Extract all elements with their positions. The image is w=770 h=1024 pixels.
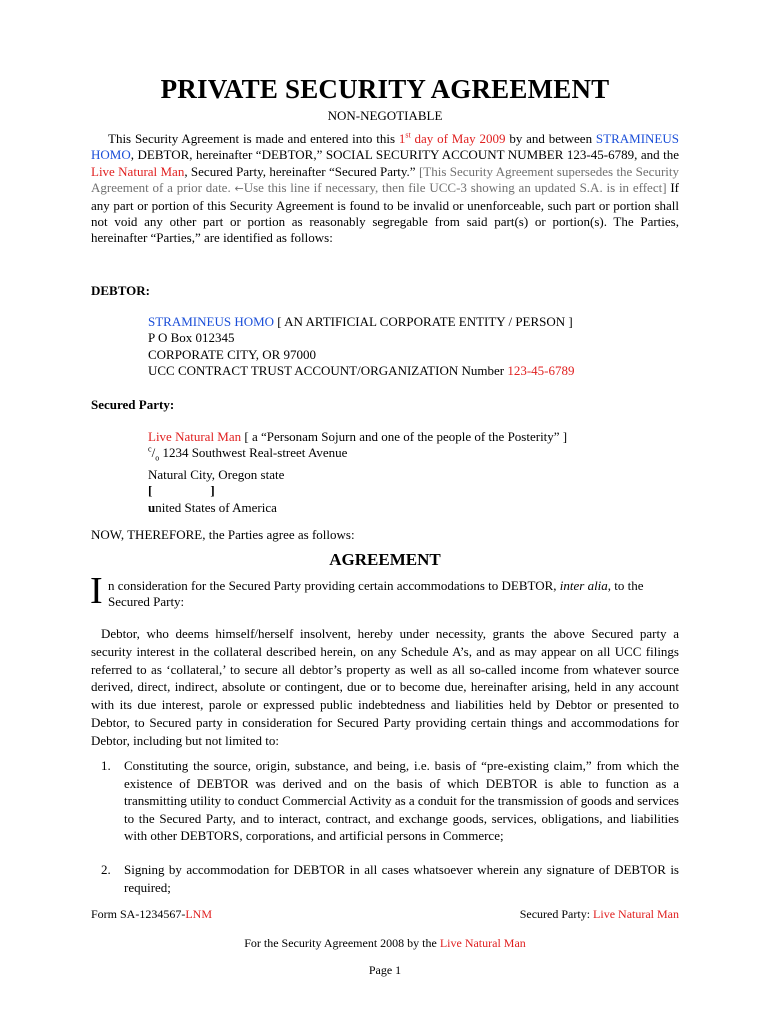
debtor-account-number: 123-45-6789 <box>507 362 575 378</box>
secured-party-zip-bracket: [ ] <box>148 483 215 499</box>
debtor-label: DEBTOR: <box>91 283 150 298</box>
page-number: Page 1 <box>368 963 402 977</box>
footer-secured-party: Secured Party: Live Natural Man <box>519 907 679 921</box>
intro-text-3: , DEBTOR, hereinafter “DEBTOR,” SOCIAL SECURITY ACCOUNT NUMBER 123-45-6789, and the <box>130 147 679 163</box>
list-item-text: Constituting the source, origin, substance, and being, i.e. basis of “pre-existing claim,” from which the existence of DEBTOR was derived and on the basis of which DEBTOR is able to function as a transmitting utility to conduct Commercial Activity as a conduit for the transmission of goods and services to the Secured Party, and to interact, contract, and exchange goods, services, obligations, and liabilities with other DEBTORS, corporations, and artificial persons in Commerce; <box>124 758 679 844</box>
intro-text-4: , Secured Party, hereinafter “Secured Party.” <box>184 163 419 179</box>
agreement-body: Debtor, who deems himself/herself insolvent, hereby under necessity, grants the above Secured party a security interest in the collateral described herein, on any Schedule A’s, and as may appear on all UCC filings referred to as ‘collateral,’ to secure all debtor’s property as well as all so-called income from whatever source derived, direct, indirect, absolute or contingent, due or to become due, hereinafter arising, held in any account with its due interest, parole or expressed public indebtedness and liabilities held by Debtor or presented to Debtor, to Secured party in consideration for Secured Party providing certain things and accommodations for Debtor, including but not limited to: <box>91 626 679 748</box>
supersede-note: [This Security Agreement supersedes the Security Agreement of a prior date. ←Use this line if necessary, then file UCC-3 showing an updated S.A. is in effect] <box>91 163 679 196</box>
intro-text-1: This Security Agreement is made and entered into this <box>108 131 399 146</box>
intro-debtor-name: STRAMINEUS HOMO <box>91 131 679 163</box>
list-item-number: 2. <box>101 862 111 877</box>
footer-center-note: For the Security Agreement 2008 by the Live Natural Man <box>244 936 526 950</box>
agreement-date: 1st day of May 2009 <box>398 130 506 146</box>
debtor-block <box>148 314 575 379</box>
intro-paragraph <box>91 131 679 247</box>
agreement-lead: n consideration for the Secured Party providing certain accommodations to DEBTOR, inter alia, to the Secured Party: <box>108 578 644 610</box>
secured-party-label: Secured Party: <box>91 397 175 412</box>
agreement-heading: AGREEMENT <box>329 550 441 569</box>
secured-party-block <box>148 429 567 516</box>
debtor-address-line-1: P O Box 012345 <box>148 330 235 346</box>
document-title: PRIVATE SECURITY AGREEMENT <box>160 74 610 104</box>
left-arrow-icon: ← <box>234 182 244 196</box>
debtor-account-text: UCC CONTRACT TRUST ACCOUNT/ORGANIZATION Number <box>148 362 508 378</box>
debtor-descriptor: [ AN ARTIFICIAL CORPORATE ENTITY / PERSON ] <box>274 314 573 329</box>
debtor-address-line-2: CORPORATE CITY, OR 97000 <box>148 346 317 362</box>
list-item-text: Signing by accommodation for DEBTOR in all cases whatsoever wherein any signature of DEBTOR is required; <box>124 862 679 895</box>
secured-party-name: Live Natural Man <box>148 429 242 444</box>
secured-party-address-line-1: $^c/_o$ 1234 Southwest Real-street Avenue <box>148 444 348 463</box>
list-item-number: 1. <box>101 758 111 773</box>
footer-form-number: Form SA-1234567-LNM <box>91 907 213 921</box>
secured-party-country: united States of America <box>148 499 277 515</box>
secured-party-descriptor: [ a “Personam Sojurn and one of the people of the Posterity” ] <box>241 429 568 444</box>
secured-party-address-line-2: Natural City, Oregon state <box>148 467 285 483</box>
debtor-name: STRAMINEUS HOMO <box>148 314 275 329</box>
drop-cap: I <box>90 570 103 612</box>
now-therefore-line: NOW, THEREFORE, the Parties agree as follows: <box>91 527 355 542</box>
document-subtitle: NON-NEGOTIABLE <box>327 108 443 123</box>
intro-text-5: If any part or portion of this Security Agreement is found to be invalid or unenforceable, such part or portion shall not void any other part or portion as reasonably segregable from said part(s) or portion(s). The Parties, hereinafter “Parties,” are identified as follows: <box>91 180 679 246</box>
intro-text-2: by and between <box>505 131 596 146</box>
intro-secured-name: Live Natural Man <box>91 163 185 179</box>
